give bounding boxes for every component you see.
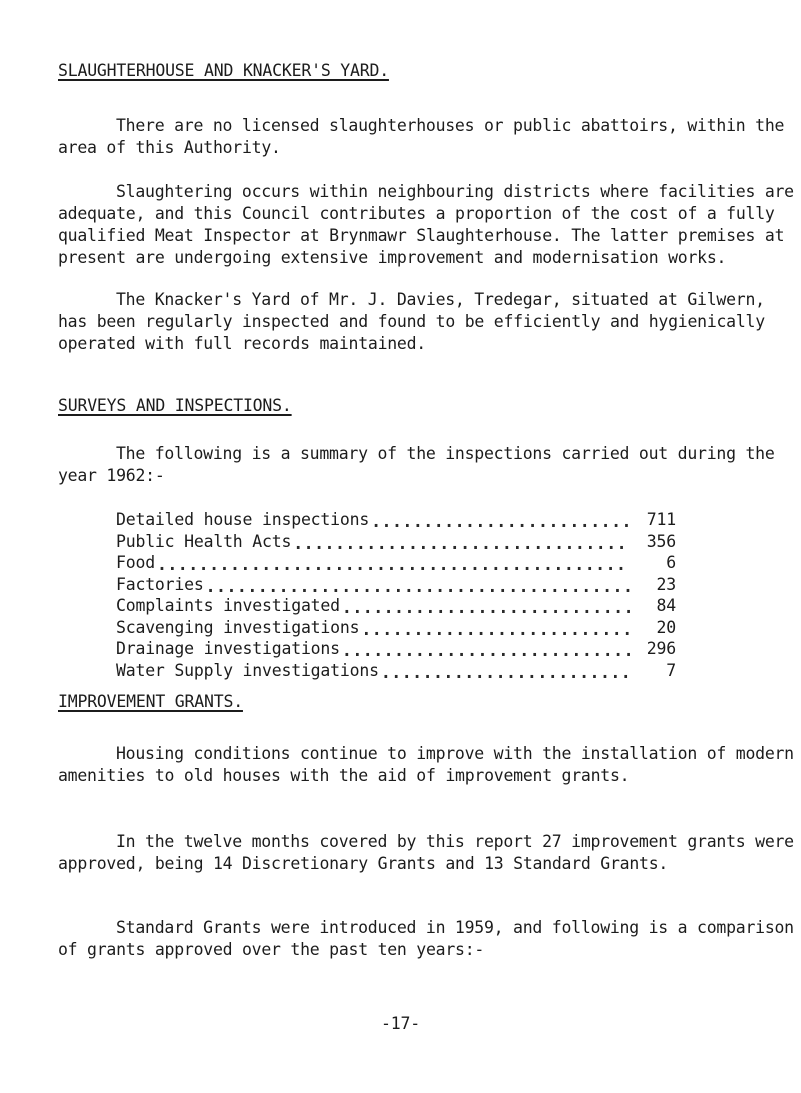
slaughterhouse-paragraph-1: There are no licensed slaughterhouses or public abattoirs, within the area of this Authority. [58, 116, 785, 157]
summary-item: Scavenging investigations ..... 20 [116, 617, 676, 639]
summary-item: Public Health Acts ..... 356 [116, 531, 676, 553]
grants-paragraph-3: Standard Grants were introduced in 1959, and following is a comparison of grants approved over the past ten years:- [58, 918, 794, 959]
slaughterhouse-paragraph-2: Slaughtering occurs within neighbouring districts where facilities are adequate, and this Council contributes a proportion of the cost of a fully qualified Meat Inspector at Brynmawr Slaughterhouse. The latter premises at present are undergoing extensive improvement and modernisation works. [58, 182, 794, 267]
grants-paragraph-1: Housing conditions continue to improve with the installation of modern amenities to old houses with the aid of improvement grants. [58, 744, 794, 785]
dot-leader [206, 576, 630, 593]
dot-leader [157, 554, 630, 571]
surveys-intro: The following is a summary of the inspections carried out during the year 1962:- [58, 444, 775, 485]
grants-heading: IMPROVEMENT GRANTS. [58, 692, 243, 711]
dot-leader [342, 597, 630, 614]
summary-item: Factories ..... 23 [116, 574, 676, 596]
dot-leader [293, 533, 630, 550]
dot-leader [361, 619, 630, 636]
surveys-heading: SURVEYS AND INSPECTIONS. [58, 396, 292, 415]
slaughterhouse-heading: SLAUGHTERHOUSE AND KNACKER'S YARD. [58, 61, 389, 80]
summary-item: Drainage investigations ..... 296 [116, 638, 676, 660]
grants-paragraph-2: In the twelve months covered by this report 27 improvement grants were approved, being 14 Discretionary Grants and 13 Standard Grants. [58, 832, 794, 873]
dot-leader [381, 662, 630, 679]
inspection-summary-list [116, 509, 676, 681]
summary-item: Complaints investigated ..... 84 [116, 595, 676, 617]
dot-leader [342, 640, 630, 657]
summary-item: Food ..... 6 [116, 552, 676, 574]
dot-leader [371, 511, 630, 528]
summary-item: Water Supply investigations ..... 7 [116, 660, 676, 682]
knackers-yard-paragraph: The Knacker's Yard of Mr. J. Davies, Tredegar, situated at Gilwern, has been regularly inspected and found to be efficiently and hygienically operated with full records maintained. [58, 290, 765, 353]
page-number: -17- [381, 1014, 420, 1033]
summary-item: Detailed house inspections ..... 711 [116, 509, 676, 531]
